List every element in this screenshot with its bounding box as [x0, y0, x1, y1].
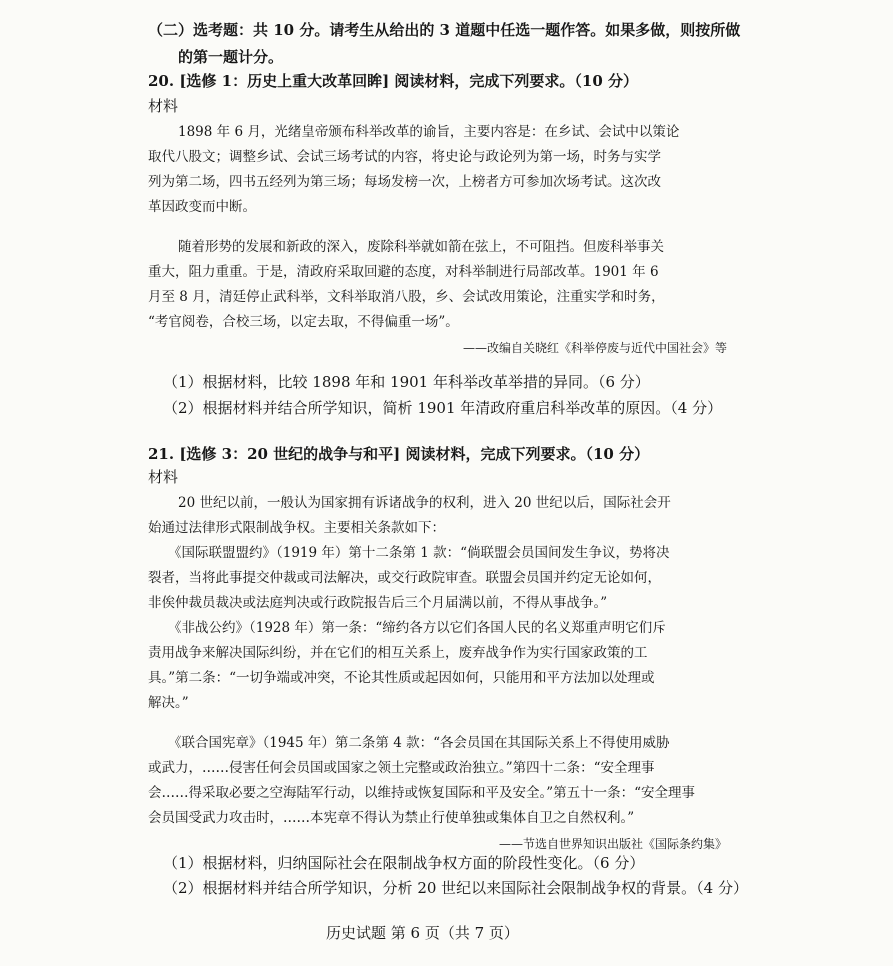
section-header-line-2: 的第一题计分。 [178, 48, 284, 66]
q21-question-2: （2）根据材料并结合所学知识，分析 20 世纪以来国际社会限制战争权的背景。（4 分） [163, 879, 748, 897]
q20-line-1: 1898 年 6 月，光绪皇帝颁布科举改革的谕旨，主要内容是：在乡试、会试中以策论 [178, 124, 680, 140]
q21-line-8: 具。”第二条：“一切争端或冲突，不论其性质或起因如何，只能用和平方法加以处理或 [148, 670, 655, 686]
q21-line-5: 非俟仲裁员裁决或法庭判决或行政院报告后三个月届满以前，不得从事战争。” [148, 595, 608, 611]
q21-line-4: 裂者，当将此事提交仲裁或司法解决，或交行政院审查。联盟会员国并约定无论如何， [148, 570, 661, 586]
q20-material-label: 材料 [148, 97, 179, 115]
q20-line-4: 革因政变而中断。 [148, 199, 256, 215]
q21-material-label: 材料 [148, 468, 179, 486]
q21-line-13: 会员国受武力攻击时，……本宪章不得认为禁止行使单独或集体自卫之自然权利。” [148, 810, 635, 826]
q20-line-2: 取代八股文；调整乡试、会试三场考试的内容，将史论与政论列为第一场，时务与实学 [148, 149, 661, 165]
q21-line-6: 《非战公约》（1928 年）第一条：“缔约各方以它们各国人民的名义郑重声明它们斥 [168, 620, 666, 636]
page-footer: 历史试题 第 6 页（共 7 页） [326, 924, 519, 942]
q20-question-1: （1）根据材料，比较 1898 年和 1901 年科举改革举措的异同。（6 分） [163, 373, 650, 391]
q20-line-5: 随着形势的发展和新政的深入，废除科举就如箭在弦上，不可阻挡。但废科举事关 [178, 239, 664, 255]
q21-line-3: 《国际联盟盟约》（1919 年）第十二条第 1 款：“倘联盟会员国间发生争议，势将决 [168, 545, 670, 561]
q20-line-8: “考官阅卷，合校三场，以定去取，不得偏重一场”。 [148, 314, 459, 330]
q21-line-9: 解决。” [148, 695, 189, 711]
q21-line-2: 始通过法律形式限制战争权。主要相关条款如下： [148, 520, 445, 536]
q21-source: ——节选自世界知识出版社《国际条约集》 [498, 837, 727, 851]
q20-line-7: 月至 8 月，清廷停止武科举，文科举取消八股，乡、会试改用策论，注重实学和时务， [148, 289, 665, 305]
q21-question-1: （1）根据材料，归纳国际社会在限制战争权方面的阶段性变化。（6 分） [163, 854, 645, 872]
q21-line-11: 或武力，……侵害任何会员国或国家之领土完整或政治独立。”第四十二条：“安全理事 [148, 760, 655, 776]
section-header-line-1: （二）选考题：共 10 分。请考生从给出的 3 道题中任选一题作答。如果多做，则按所做 [148, 21, 741, 39]
q21-line-10: 《联合国宪章》（1945 年）第二条第 4 款：“各会员国在其国际关系上不得使用威胁 [168, 735, 670, 751]
q20-line-3: 列为第二场，四书五经列为第三场；每场发榜一次，上榜者方可参加次场考试。这次改 [148, 174, 661, 190]
q21-line-1: 20 世纪以前，一般认为国家拥有诉诸战争的权利，进入 20 世纪以后，国际社会开 [178, 495, 671, 511]
q20-question-2: （2）根据材料并结合所学知识，简析 1901 年清政府重启科举改革的原因。（4 分） [163, 399, 723, 417]
q21-line-7: 责用战争来解决国际纠纷，并在它们的相互关系上，废弃战争作为实行国家政策的工 [148, 645, 648, 661]
q20-line-6: 重大，阻力重重。于是，清政府采取回避的态度，对科举制进行局部改革。1901 年 6 [148, 264, 659, 280]
q20-heading: 20. [选修 1：历史上重大改革回眸] 阅读材料，完成下列要求。（10 分） [148, 72, 638, 90]
q21-line-12: 会……得采取必要之空海陆军行动，以维持或恢复国际和平及安全。”第五十一条：“安全理事 [148, 785, 696, 801]
q21-heading: 21. [选修 3：20 世纪的战争与和平] 阅读材料，完成下列要求。（10 分） [148, 445, 650, 463]
q20-source: ——改编自关晓红《科举停废与近代中国社会》等 [462, 341, 727, 355]
